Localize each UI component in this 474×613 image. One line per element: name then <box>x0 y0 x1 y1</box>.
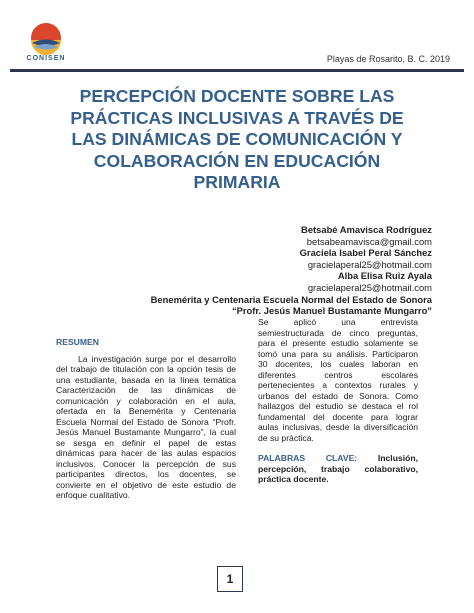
author-email[interactable]: gracielaperal25@hotmail.com <box>307 281 432 293</box>
author-name: Betsabé Amavisca Rodríguez <box>301 224 432 235</box>
title-line: PRIMARIA <box>193 172 281 192</box>
abstract-right-column <box>258 317 418 485</box>
author-email[interactable]: gracielaperal25@hotmail.com <box>307 258 432 270</box>
author-name: Alba Elisa Ruiz Ayala <box>337 270 432 282</box>
logo-wordmark: CONISEN <box>26 55 66 62</box>
header-divider <box>10 69 464 72</box>
author-name: Graciela Isabel Peral Sánchez <box>299 247 432 259</box>
title-line: PERCEPCIÓN DOCENTE SOBRE LAS <box>79 86 395 106</box>
institution-name: Benemérita y Centenaria Escuela Normal del Estado de Sonora <box>150 293 432 305</box>
page-number: 1 <box>217 566 243 592</box>
keywords <box>258 453 418 485</box>
title-line: COLABORACIÓN EN EDUCACIÓN <box>93 150 381 171</box>
abstract-heading: RESUMEN <box>56 337 99 347</box>
institution-subname: “Profr. Jesús Manuel Bustamante Mungarro” <box>231 305 432 317</box>
author-block <box>151 224 432 317</box>
header-location-year: Playas de Rosarito, B. C. 2019 <box>326 54 450 64</box>
abstract-text-right: Se aplicó una entrevista semiestructurada de cinco preguntas, para el presente estudio solamente se tomó una para su análisis. Participaron 30 docentes, los cuales laboran en diferentes centros escolares pertenecientes a contextos rurales y urbanos del estado de Sonora. Como hallazgos del estudio se destaca el rol fundamental del docente para lograr aulas inclusivas, desde la diversificación de su práctica. <box>258 317 418 443</box>
abstract-left-column <box>56 337 236 501</box>
title-line: PRÁCTICAS INCLUSIVAS A TRAVÉS DE <box>70 107 404 128</box>
title-line: LAS DINÁMICAS DE COMUNICACIÓN Y <box>71 129 403 149</box>
paper-title <box>30 86 444 194</box>
author-email[interactable]: betsabeamavisca@gmail.com <box>306 235 432 247</box>
logo-emblem-icon <box>18 14 74 72</box>
keywords-label: PALABRAS CLAVE: <box>258 453 358 463</box>
keywords-list: Inclusión, percepción, trabajo colaborativo, práctica docente. <box>258 453 418 484</box>
abstract-text-left: La investigación surge por el desarrollo del trabajo de titulación con la opción tesis de una estudiante, basada en la línea temática Caracterización de las dinámicas de comunicación y colaboración en el aula, ofertada en la Benemérita y Centenaria Escuela Normal del Estado de Sonora “Profr. Jesús Manuel Bustamante Mungarro”, la cual se sesga en definir el papel de estas dinámicas para hacer de las aulas espacios inclusivos. Conocer la percepción de sus participantes directos, los docentes, se convierte en el objetivo de este estudio de enfoque cualitativo. <box>56 353 236 500</box>
